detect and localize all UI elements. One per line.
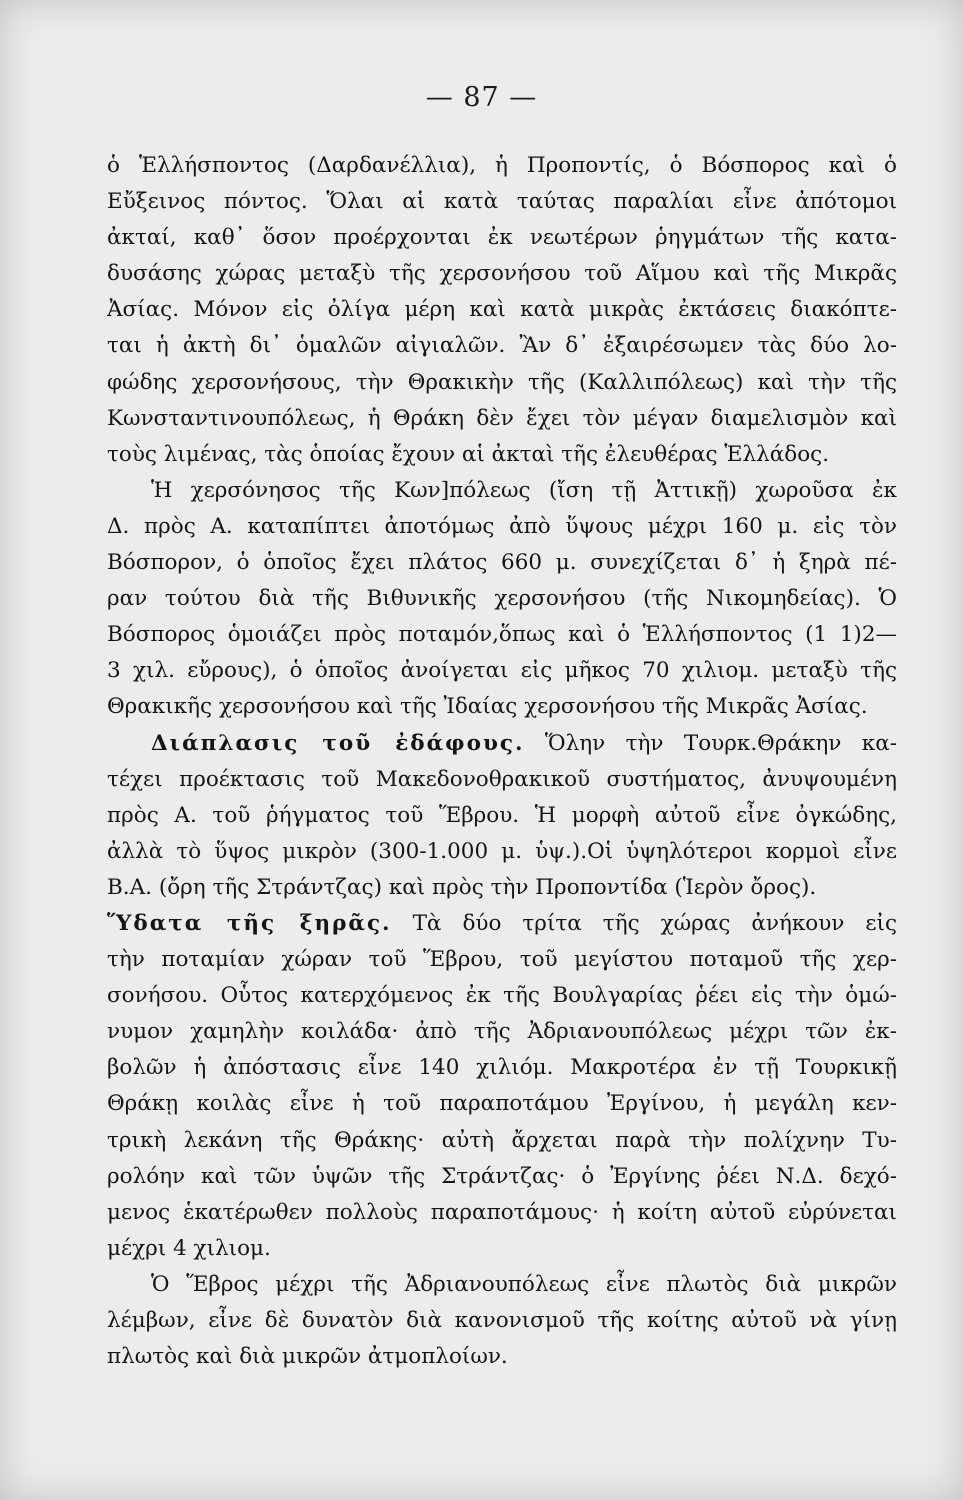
line-text: ἀκταί, καθ᾽ ὅσον προέρχονται ἐκ νεωτέρων ῥηγμάτων τῆς κατα- [107,225,897,251]
line-text: ρολόην καὶ τῶν ὑψῶν τῆς Στράντζας· ὁ Ἐργίνης ῥέει Ν.Δ. δεχό- [107,1163,897,1189]
text-line [107,617,897,653]
line-text: πλωτὸς καὶ διὰ μικρῶν ἀτμοπλοίων. [107,1344,508,1370]
text-line [107,1123,897,1159]
text-line [107,256,897,292]
line-text: Θρακικῆς χερσονήσου καὶ τῆς Ἰδαίας χερσονήσου τῆς Μικρᾶς Ἀσίας. [107,694,868,720]
line-text: τρικὴ λεκάνη τῆς Θράκης· αὐτὴ ἄρχεται παρὰ τὴν πολίχνην Τυ- [107,1127,897,1153]
section-heading: Διάπλασις τοῦ ἐδάφους. [151,730,525,756]
text-line [107,365,897,401]
line-text: Ὁ Ἕβρος μέχρι τῆς Ἀδριανουπόλεως εἶνε πλωτὸς διὰ μικρῶν [151,1271,897,1297]
text-line [107,401,897,437]
text-line [107,1195,897,1231]
line-text: τὴν ποταμίαν χώραν τοῦ Ἕβρου, τοῦ μεγίστου ποταμοῦ τῆς χερ- [107,947,897,973]
text-line [107,328,897,364]
text-line [107,1086,897,1122]
line-text: 3 χιλ. εὔρους), ὁ ὁποῖος ἀνοίγεται εἰς μῆκος 70 χιλιομ. μεταξὺ τῆς [107,658,897,684]
line-text: μέχρι 4 χιλιομ. [107,1235,271,1261]
text-line [107,473,897,509]
line-text: Θράκῃ κοιλὰς εἶνε ἡ τοῦ παραποτάμου Ἐργίνου, ἡ μεγάλη κεν- [107,1091,897,1117]
line-text: τέχει προέκτασις τοῦ Μακεδονοθρακικοῦ συστήματος, ἀνυψουμένη [107,766,897,792]
line-text: σονήσου. Οὗτος κατερχόμενος ἐκ τῆς Βουλγαρίας ῥέει εἰς τὴν ὁμώ- [107,983,897,1009]
text-line [107,184,897,220]
line-text: Ἀσίας. Μόνον εἰς ὀλίγα μέρη καὶ κατὰ μικρὰς ἐκτάσεις διακόπτε- [107,297,897,323]
line-text: ὁ Ἑλλήσποντος (Δαρδανέλλια), ἡ Προποντίς, ὁ Βόσπορος καὶ ὁ [107,153,897,178]
body-text [107,148,897,1375]
text-line [107,1267,897,1303]
text-line [107,1014,897,1050]
text-line [107,689,897,725]
line-text: Τὰ δύο τρίτα τῆς χώρας ἀνήκουν εἰς [391,910,897,936]
line-text: ραν τούτου διὰ τῆς Βιθυνικῆς χερσονήσου (τῆς Νικομηδείας). Ὁ [107,586,897,612]
line-text: Βόσπορον, ὁ ὁποῖος ἔχει πλάτος 660 μ. συνεχίζεται δ᾽ ἡ ξηρὰ πέ- [107,550,897,576]
page-number: — 87 — [425,82,538,113]
line-text: Βόσπορος ὁμοιάζει πρὸς ποταμόν,ὅπως καὶ ὁ Ἑλλήσποντος (1 1)2— [107,622,897,648]
text-line [107,1303,897,1339]
section-heading: Ὕδατα τῆς ξηρᾶς. [107,910,392,936]
text-line [107,906,897,942]
line-text: Ὅλην τὴν Τουρκ.Θράκην κα- [524,730,897,756]
text-line [107,870,897,906]
text-line [107,653,897,689]
line-text: ἀλλὰ τὸ ὕψος μικρὸν (300-1.000 μ. ὑψ.).Οἱ ὑψηλότεροι κορμοὶ εἶνε [107,838,897,864]
line-text: λέμβων, εἶνε δὲ δυνατὸν διὰ κανονισμοῦ τῆς κοίτης αὐτοῦ νὰ γίνῃ [107,1308,897,1333]
line-text: ται ἡ ἀκτὴ δι᾽ ὁμαλῶν αἰγιαλῶν. Ἂν δ᾽ ἐξαιρέσωμεν τὰς δύο λο- [107,333,897,359]
line-text: Β.Α. (ὄρη τῆς Στράντζας) καὶ πρὸς τὴν Προποντίδα (Ἱερὸν ὄρος). [107,874,817,900]
line-text: Δ. πρὸς Α. καταπίπτει ἀποτόμως ἀπὸ ὕψους μέχρι 160 μ. εἰς τὸν [107,513,897,539]
line-text: τοὺς λιμένας, τὰς ὁποίας ἔχουν αἱ ἀκταὶ τῆς ἐλευθέρας Ἑλλάδος. [107,441,830,467]
text-line [107,1159,897,1195]
line-text: Κωνσταντινουπόλεως, ἡ Θράκη δὲν ἔχει τὸν μέγαν διαμελισμὸν καὶ [107,405,897,431]
text-line [107,1050,897,1086]
line-text: φώδης χερσονήσους, τὴν Θρακικὴν τῆς (Καλλιπόλεως) καὶ τὴν τῆς [107,369,897,395]
text-line [107,1339,897,1375]
line-text: Ἡ χερσόνησος τῆς Κων]πόλεως (ἴση τῇ Ἀττικῇ) χωροῦσα ἐκ [151,477,897,503]
line-text: μενος ἑκατέρωθεν πολλοὺς παραποτάμους· ἡ κοίτη αὐτοῦ εὐρύνεται [107,1199,897,1225]
text-line [107,726,897,762]
line-text: νυμον χαμηλὴν κοιλάδα· ἀπὸ τῆς Ἀδριανουπόλεως μέχρι τῶν ἐκ- [107,1019,897,1045]
line-text: δυσάσης χώρας μεταξὺ τῆς χερσονήσου τοῦ Αἵμου καὶ τῆς Μικρᾶς [107,261,897,287]
line-text: βολῶν ἡ ἀπόστασις εἶνε 140 χιλιόμ. Μακροτέρα ἐν τῇ Τουρκικῇ [107,1055,897,1081]
text-line [107,978,897,1014]
text-line [107,581,897,617]
text-line [107,292,897,328]
text-line [107,834,897,870]
text-line [107,437,897,473]
text-line [107,1231,897,1267]
text-line [107,545,897,581]
line-text: πρὸς Α. τοῦ ῥήγματος τοῦ Ἕβρου. Ἡ μορφὴ αὐτοῦ εἶνε ὀγκώδης, [107,802,897,828]
text-line [107,148,897,184]
text-line [107,762,897,798]
text-line [107,798,897,834]
text-line [107,942,897,978]
text-line [107,509,897,545]
text-line [107,220,897,256]
line-text: Εὔξεινος πόντος. Ὅλαι αἱ κατὰ ταύτας παραλίαι εἶνε ἀπότομοι [107,189,897,215]
